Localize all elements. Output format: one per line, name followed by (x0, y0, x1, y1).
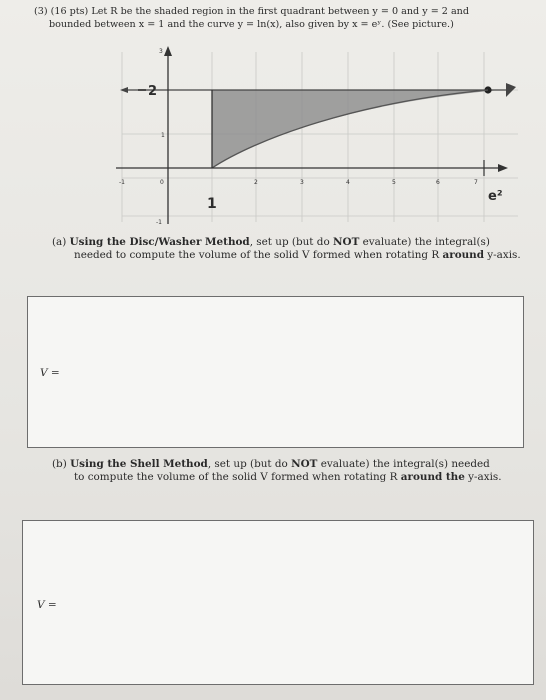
part-a-line2-bold: around (442, 249, 484, 261)
y-axis-arrow-icon (164, 46, 172, 56)
part-b-text2: evaluate) the integral(s) needed (317, 458, 490, 470)
shaded-region-r (212, 90, 500, 168)
x-tick-2: 2 (254, 179, 258, 186)
part-a-line2-start: needed to compute the volume of the solid V formed when rotating R (74, 249, 443, 261)
y-tick-1: 1 (161, 132, 165, 139)
problem-line-1: (3) (16 pts) Let R be the shaded region in the first quadrant between y = 0 and y = 2 and (34, 6, 469, 17)
part-a-text2: evaluate) the integral(s) (359, 236, 490, 248)
part-a-text1: , set up (but do (249, 236, 334, 248)
arrow-left-icon (120, 87, 128, 93)
label-x-1: 1 (207, 196, 217, 212)
x-tick-4: 4 (346, 179, 350, 186)
part-b-answer-box[interactable] (22, 520, 534, 685)
x-tick-5: 5 (392, 179, 396, 186)
part-b-text1: , set up (but do (207, 458, 292, 470)
part-a-method: Using the Disc/Washer Method (69, 236, 250, 248)
y-tick-neg1: -1 (156, 219, 162, 226)
part-b-method: Using the Shell Method (70, 458, 208, 470)
x-tick-3: 3 (300, 179, 304, 186)
part-b-v-label: V = (37, 599, 57, 611)
part-b-not: NOT (291, 458, 318, 470)
problem-statement (34, 6, 524, 31)
grid (122, 52, 518, 222)
part-b-line2-start: to compute the volume of the solid V formed when rotating R (74, 471, 401, 483)
part-a-line-2 (52, 249, 522, 262)
part-a-v-label: V = (40, 367, 60, 379)
part-b-label: (b) (52, 458, 67, 470)
part-a-answer-box[interactable] (27, 296, 524, 448)
part-a-question (52, 236, 522, 262)
part-b-line-2 (52, 471, 522, 484)
part-a-not: NOT (333, 236, 360, 248)
part-b-question (52, 458, 522, 484)
problem-line-2: bounded between x = 1 and the curve y = ln(x), also given by x = eʸ. (See picture.) (49, 18, 454, 30)
part-a-line2-end: y-axis. (484, 249, 521, 261)
x-tick-7: 7 (474, 179, 478, 186)
part-a-label: (a) (52, 236, 67, 248)
part-b-line2-bold: around the (400, 471, 465, 483)
x-tick-neg1: -1 (119, 179, 125, 186)
y-tick-3: 3 (159, 48, 163, 55)
x-tick-0: 0 (160, 179, 164, 186)
region-graph (108, 42, 528, 232)
x-axis-arrow-icon (498, 164, 508, 172)
label-x-e2: e² (488, 189, 503, 204)
x-tick-6: 6 (436, 179, 440, 186)
part-b-line2-end: y-axis. (464, 471, 502, 483)
label-y-2: 2 (148, 84, 158, 99)
